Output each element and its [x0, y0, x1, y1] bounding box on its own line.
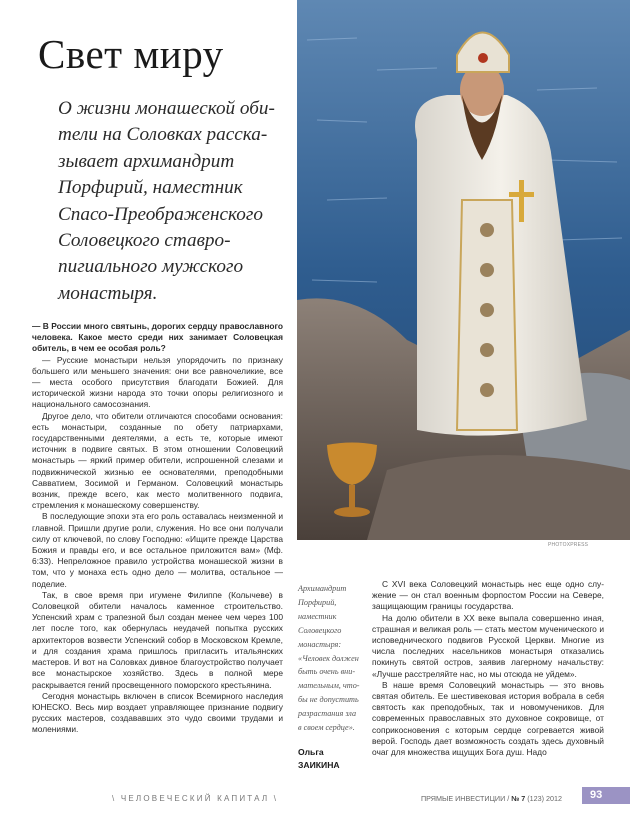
pull-quote-line: монастыря:: [298, 639, 342, 649]
pull-quote-line: Соловецкого: [298, 625, 342, 635]
lead-line: Спасо-Преображенского: [58, 203, 263, 225]
pull-quote-line: бы не допустить: [298, 695, 359, 705]
footer-section: \ ЧЕЛОВЕЧЕСКИЙ КАПИТАЛ \: [112, 794, 279, 803]
footer-issue: [421, 794, 562, 803]
lead-line: О жизни монашеской оби-: [58, 98, 275, 119]
pull-quote-line: Порфирий,: [298, 597, 337, 607]
lead-line: Соловецкого ставро-: [58, 230, 231, 252]
paragraph: Другое дело, что обители отличаются способами основания: есть монастыри, созданные по обету патриархами, государственными деятелями, а есть те, которые имеют источник в подвиге святых. В этом отношении Соловецкий монастырь — яркий пример обители, испрошенной слезами и подвижнической жизнью ее основателями, преподобными Савватием, Зосимой и Германом. Соловецкий монастырь возник, прежде всего, как место молитвенного подвига, стремления к монашескому совершенству.: [32, 410, 283, 511]
lead-line: монастыря.: [58, 282, 158, 304]
paragraph: С XVI века Соловецкий монастырь нес еще одно служение — он стал военным форпостом России на Севере, защищающим границы государства.: [372, 579, 604, 612]
issue-number: № 7: [511, 794, 526, 803]
pull-quote-line: наместник: [298, 611, 337, 621]
lead-line: Порфирий, наместник: [58, 177, 243, 199]
paragraph: В наше время Соловецкий монастырь — это вновь святая обитель. Ее шестивековая история вобрала в себя святость как преподобных, так и новомучеников. Для современных православных это духовное сокровище, от соприкосновения с которым сердце согревается живой верой. Господь дает возможность создать здесь духовный очаг для множества ищущих Бога душ. Надо: [372, 679, 604, 758]
paragraph: Сегодня монастырь включен в список Всемирного наследия ЮНЕСКО. Весь мир воздает управляющее признание подвигу русских мастеров, создававших это чудо своими трудами и молениями.: [32, 690, 283, 735]
pull-quote: [298, 582, 364, 735]
pull-quote-line: «Человек должен: [298, 653, 359, 663]
author-last-name: ЗАИКИНА: [298, 759, 340, 770]
photo-priest-by-sea: [297, 0, 630, 540]
photo-credit: PHOTOXPRESS: [548, 542, 589, 548]
article-title: Свет миру: [38, 31, 224, 77]
author-byline: [298, 746, 364, 771]
photo-illustration: [297, 0, 630, 540]
article-column-3: [372, 579, 604, 758]
paragraph: В последующие эпохи эта его роль оставалась неизменной и главной. Пришли другие роли, служения. Но все они получали силу от ключевой, по слову Господню: «Ищите прежде Царства Божия и правды его, и все остальное приложится вам» (Мф. 6:33). Непреложное правило устройства монашеской жизни в том, что у монаха есть одно дело — молитва, остальное — поделие.: [32, 511, 283, 589]
magazine-name: ПРЯМЫЕ ИНВЕСТИЦИИ /: [421, 794, 510, 803]
page-number: 93: [582, 787, 630, 804]
pull-quote-line: разрастания зла: [298, 709, 357, 719]
pull-quote-line: в своем сердце».: [298, 723, 355, 733]
pull-quote-line: Архимандрит: [298, 584, 347, 593]
author-first-name: Ольга: [298, 747, 324, 757]
issue-year: (123) 2012: [527, 794, 563, 803]
lead-line: тели на Соловках расска-: [58, 124, 268, 146]
article-lead: [58, 96, 278, 307]
article-column-1: [32, 321, 283, 736]
paragraph: Так, в свое время при игумене Филиппе (Колычеве) в Соловецкой обители началось каменное строительство. Успенский храм с трапезной был создан менее чем через 100 лет после того, как обернулась неудачей попытка русских архитекторов возвести Успенский собор в Московском Кремле, и для создания храма пришлось пригласить итальянских мастеров. И вот на Соловках дивное благоустройство получает все монастырское хозяйство. Здесь в полной мере раскрывается гений просвещенного поморского крестьянина.: [32, 589, 283, 690]
lead-line: зывает архимандрит: [58, 150, 235, 172]
paragraph: — Русские монастыри нельзя упорядочить по признаку большего или меньшего значения: они все равночеликие, все — места особого присутствия благодати Божией. Для исторической жизни народа это точки опоры религиозного и национального самосознания.: [32, 354, 283, 410]
lead-line: пигиального мужского: [58, 256, 244, 278]
interview-question: — В России много святынь, дорогих сердцу православного человека. Какое место среди них занимает Соловецкая обитель, в чем ее особая роль?: [32, 321, 283, 354]
pull-quote-line: мательным, что-: [298, 681, 360, 691]
pull-quote-line: быть очень вни-: [298, 667, 356, 677]
paragraph: На долю обители в XX веке выпала совершенно иная, страшная и великая роль — стать местом мученического и исповеднического подвигов Русской Церкви. Многие из числа последних насельников монастыря отказались покинуть святой остров, заявив лагерному начальству: «Лучше расстреляйте нас, но мы отсюда не уйдем».: [372, 612, 604, 679]
